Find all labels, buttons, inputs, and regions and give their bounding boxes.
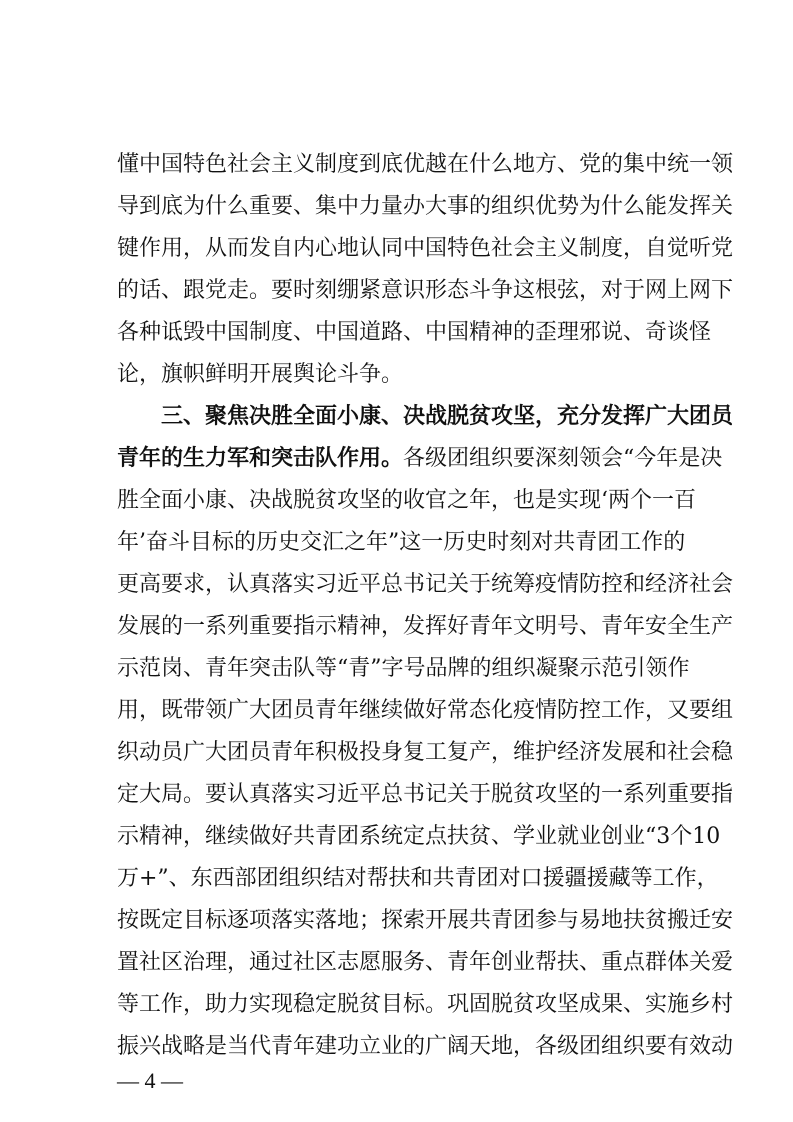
text-line: 懂中国特色社会主义制度到底优越在什么地方、党的集中统一领	[117, 152, 734, 177]
text-line: 定大局。要认真落实习近平总书记关于脱贫攻坚的一系列重要指	[117, 782, 734, 807]
page-number: — 4 —	[117, 1068, 183, 1093]
text-line: 年’奋斗目标的历史交汇之年”这一历史时刻对共青团工作的	[117, 530, 686, 555]
section-heading: 三、聚焦决胜全面小康、决战脱贫攻坚，充分发挥广大团员	[161, 404, 734, 429]
text-line: 织动员广大团员青年积极投身复工复产，维护经济发展和社会稳	[117, 740, 734, 765]
text-line: 论，旗帜鲜明开展舆论斗争。	[117, 362, 404, 387]
text-line: 各种诋毁中国制度、中国道路、中国精神的歪理邪说、奇谈怪	[117, 320, 712, 345]
text-line: 键作用，从而发自内心地认同中国特色社会主义制度，自觉听党	[117, 236, 734, 261]
text-line	[117, 442, 723, 476]
text-line: 示范岗、青年突击队等“青”字号品牌的组织凝聚示范引领作	[117, 656, 690, 681]
text-line: 导到底为什么重要、集中力量办大事的组织优势为什么能发挥关	[117, 194, 734, 219]
section-heading-continuation: 青年的生力军和突击队作用。	[117, 446, 404, 471]
text-line: 置社区治理，通过社区志愿服务、青年创业帮扶、重点群体关爱	[117, 950, 734, 975]
text-line: 更高要求，认真落实习近平总书记关于统筹疫情防控和经济社会	[117, 572, 734, 597]
text-line: 用，既带领广大团员青年继续做好常态化疫情防控工作，又要组	[117, 698, 734, 723]
text-line: 示精神，继续做好共青团系统定点扶贫、学业就业创业“3个10	[117, 824, 721, 849]
text-line: 等工作，助力实现稳定脱贫目标。巩固脱贫攻坚成果、实施乡村	[117, 992, 734, 1017]
text-line: 万+”、东西部团组织结对帮扶和共青团对口援疆援藏等工作，	[117, 866, 719, 891]
text-line: 发展的一系列重要指示精神，发挥好青年文明号、青年安全生产	[117, 614, 734, 639]
text-line: 按既定目标逐项落实落地；探索开展共青团参与易地扶贫搬迁安	[117, 908, 734, 933]
text-line: 的话、跟党走。要时刻绷紧意识形态斗争这根弦，对于网上网下	[117, 278, 734, 303]
text-line: 胜全面小康、决战脱贫攻坚的收官之年，也是实现‘两个一百	[117, 488, 696, 513]
text-line: 振兴战略是当代青年建功立业的广阔天地，各级团组织要有效动	[117, 1034, 734, 1059]
text-run: 各级团组织要深刻领会“今年是决	[403, 446, 723, 471]
